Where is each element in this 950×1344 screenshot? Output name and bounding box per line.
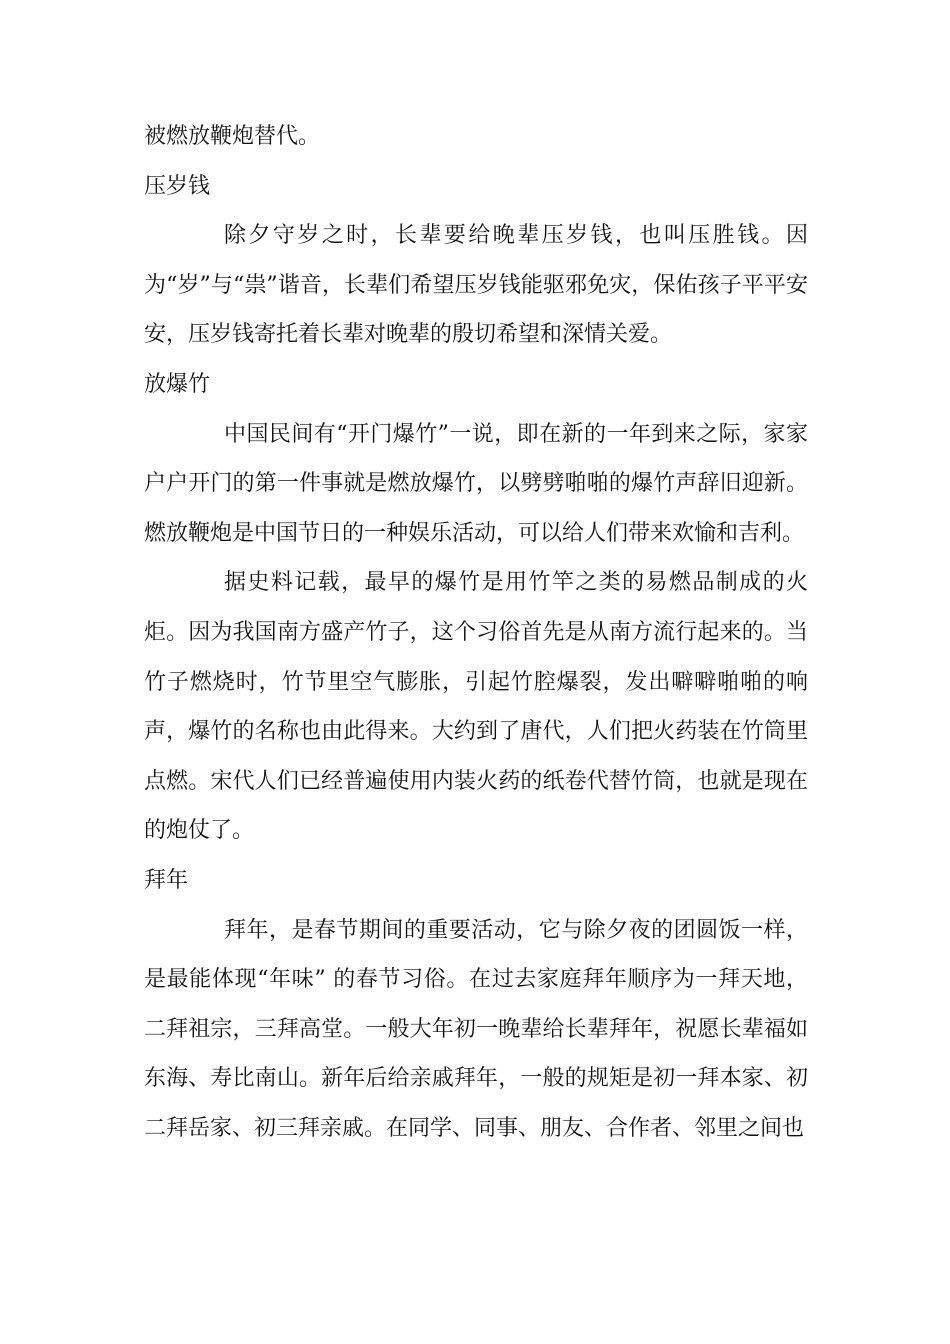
paragraph-fangbaozhu-1: 中国民间有“开门爆竹”一说，即在新的一年到来之际，家家户户开门的第一件事就是燃放爆竹，以劈劈啪啪的爆竹声辞旧迎新。燃放鞭炮是中国节日的一种娱乐活动，可以给人们带来欢愉和吉利。: [144, 421, 808, 546]
section-heading-bainian: 拜年: [144, 867, 189, 893]
paragraph-fangbaozhu-2: 据史料记载，最早的爆竹是用竹竿之类的易燃品制成的火炬。因为我国南方盛产竹子，这个习俗首先是从南方流行起来的。当竹子燃烧时，竹节里空气膨胀，引起竹腔爆裂，发出噼噼啪啪的响声，爆竹的名称也由此得来。大约到了唐代，人们把火药装在竹筒里点燃。宋代人们已经普遍使用内装火药的纸卷代替竹筒，也就是现在的炮仗了。: [144, 570, 808, 844]
document-body: [144, 112, 808, 1153]
paragraph-yasuiqian: 除夕守岁之时，长辈要给晚辈压岁钱，也叫压胜钱。因为“岁”与“祟”谐音，长辈们希望压岁钱能驱邪免灾，保佑孩子平平安安，压岁钱寄托着长辈对晚辈的殷切希望和深情关爱。: [144, 223, 808, 348]
section-heading-yasuiqian: 压岁钱: [144, 173, 211, 199]
section-heading-fangbaozhu: 放爆竹: [144, 371, 211, 397]
continued-paragraph: 被燃放鞭炮替代。: [144, 124, 321, 149]
paragraph-bainian: 拜年，是春节期间的重要活动，它与除夕夜的团圆饭一样，是最能体现“年味” 的春节习俗。在过去家庭拜年顺序为一拜天地，二拜祖宗，三拜高堂。一般大年初一晚辈给长辈拜年，祝愿长辈福如东海、寿比南山。新年后给亲戚拜年，一般的规矩是初一拜本家、初二拜岳家、初三拜亲戚。在同学、同事、朋友、合作者、邻里之间也: [144, 917, 808, 1141]
